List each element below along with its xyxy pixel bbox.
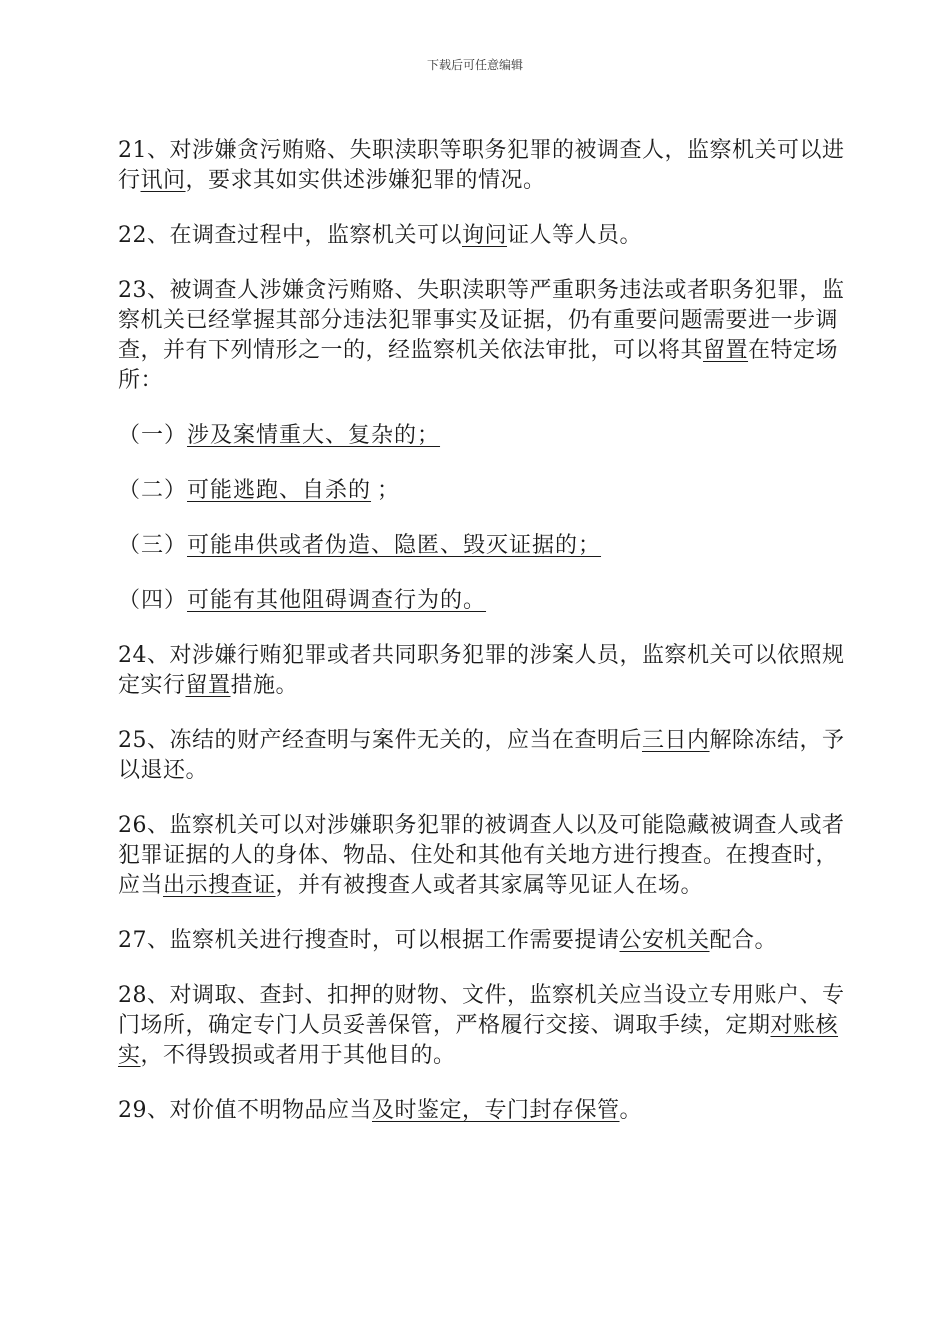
q24-text-end: 措施。 [230,673,299,698]
question-27 [118,926,858,956]
q25-text-end: 解除冻结，予以退还。 [118,728,845,783]
sub-item-1-number: （一） [118,423,188,448]
q28-text-end: ，不得毁损或者用于其他目的。 [140,1043,456,1068]
document-body [118,136,858,1151]
sub-item-2 [118,476,858,506]
sub-item-1 [118,421,858,451]
sub-item-2-number: （二） [118,478,188,503]
q28-text: 28、对调取、查封、扣押的财物、文件，监察机关应当设立专用账户、专门场所，确定专门人员妥善保管，严格履行交接、调取手续，定期 [118,983,845,1038]
q27-text: 27、监察机关进行搜查时，可以根据工作需要提请 [118,928,620,953]
sub-item-1-answer: 涉及案情重大、复杂的； [187,423,441,448]
q28-answer: 对账核实 [118,1013,839,1068]
q24-answer: 留置 [185,673,231,698]
q29-text: 29、对价值不明物品应当 [118,1098,372,1123]
q21-text-end: ，要求其如实供述涉嫌犯罪的情况。 [185,168,546,193]
sub-item-2-answer: 可能逃跑、自杀的 [187,478,372,503]
q21-text: 21、对涉嫌贪污贿赂、失职渎职等职务犯罪的被调查人，监察机关可以进行 [118,138,845,193]
q23-answer: 留置 [703,338,749,363]
q25-text: 25、冻结的财产经查明与案件无关的，应当在查明后 [118,728,642,753]
q22-answer: 询问 [462,223,508,248]
question-22 [118,221,858,251]
question-24 [118,641,858,701]
sub-item-4-answer: 可能有其他阻碍调查行为的。 [187,588,487,613]
question-21 [118,136,858,196]
q29-answer: 及时鉴定，专门封存保管 [372,1098,620,1123]
sub-item-3 [118,531,858,561]
q22-text-end: 证人等人员。 [507,223,643,248]
sub-item-3-number: （三） [118,533,188,558]
q25-answer: 三日内 [642,728,710,753]
sub-item-2-end: ； [377,478,401,503]
q27-answer: 公安机关 [619,928,710,953]
question-25 [118,726,858,786]
q27-text-end: 配合。 [709,928,778,953]
q26-text-end: ，并有被搜查人或者其家属等见证人在场。 [275,873,704,898]
q24-text: 24、对涉嫌行贿犯罪或者共同职务犯罪的涉案人员，监察机关可以依照规定实行 [118,643,845,698]
question-26 [118,811,858,901]
question-23 [118,276,858,396]
q26-text: 26、监察机关可以对涉嫌职务犯罪的被调查人以及可能隐藏被调查人或者犯罪证据的人的身体、物品、住处和其他有关地方进行搜查。在搜查时，应当 [118,813,845,898]
sub-item-3-answer: 可能串供或者伪造、隐匿、毁灭证据的； [187,533,602,558]
q26-answer: 出示搜查证 [163,873,276,898]
q29-text-end: 。 [619,1098,643,1123]
q23-text-end: 在特定场所： [118,338,839,393]
question-29 [118,1096,858,1126]
page-header: 下载后可任意编辑 [426,58,523,72]
q23-text: 23、被调查人涉嫌贪污贿赂、失职渎职等严重职务违法或者职务犯罪，监察机关已经掌握其部分违法犯罪事实及证据，仍有重要问题需要进一步调查，并有下列情形之一的，经监察机关依法审批，可以将其 [118,278,845,363]
sub-item-4 [118,586,858,616]
question-28 [118,981,858,1071]
sub-item-4-number: （四） [118,588,188,613]
q22-text: 22、在调查过程中，监察机关可以 [118,223,462,248]
q21-answer: 讯问 [140,168,186,193]
